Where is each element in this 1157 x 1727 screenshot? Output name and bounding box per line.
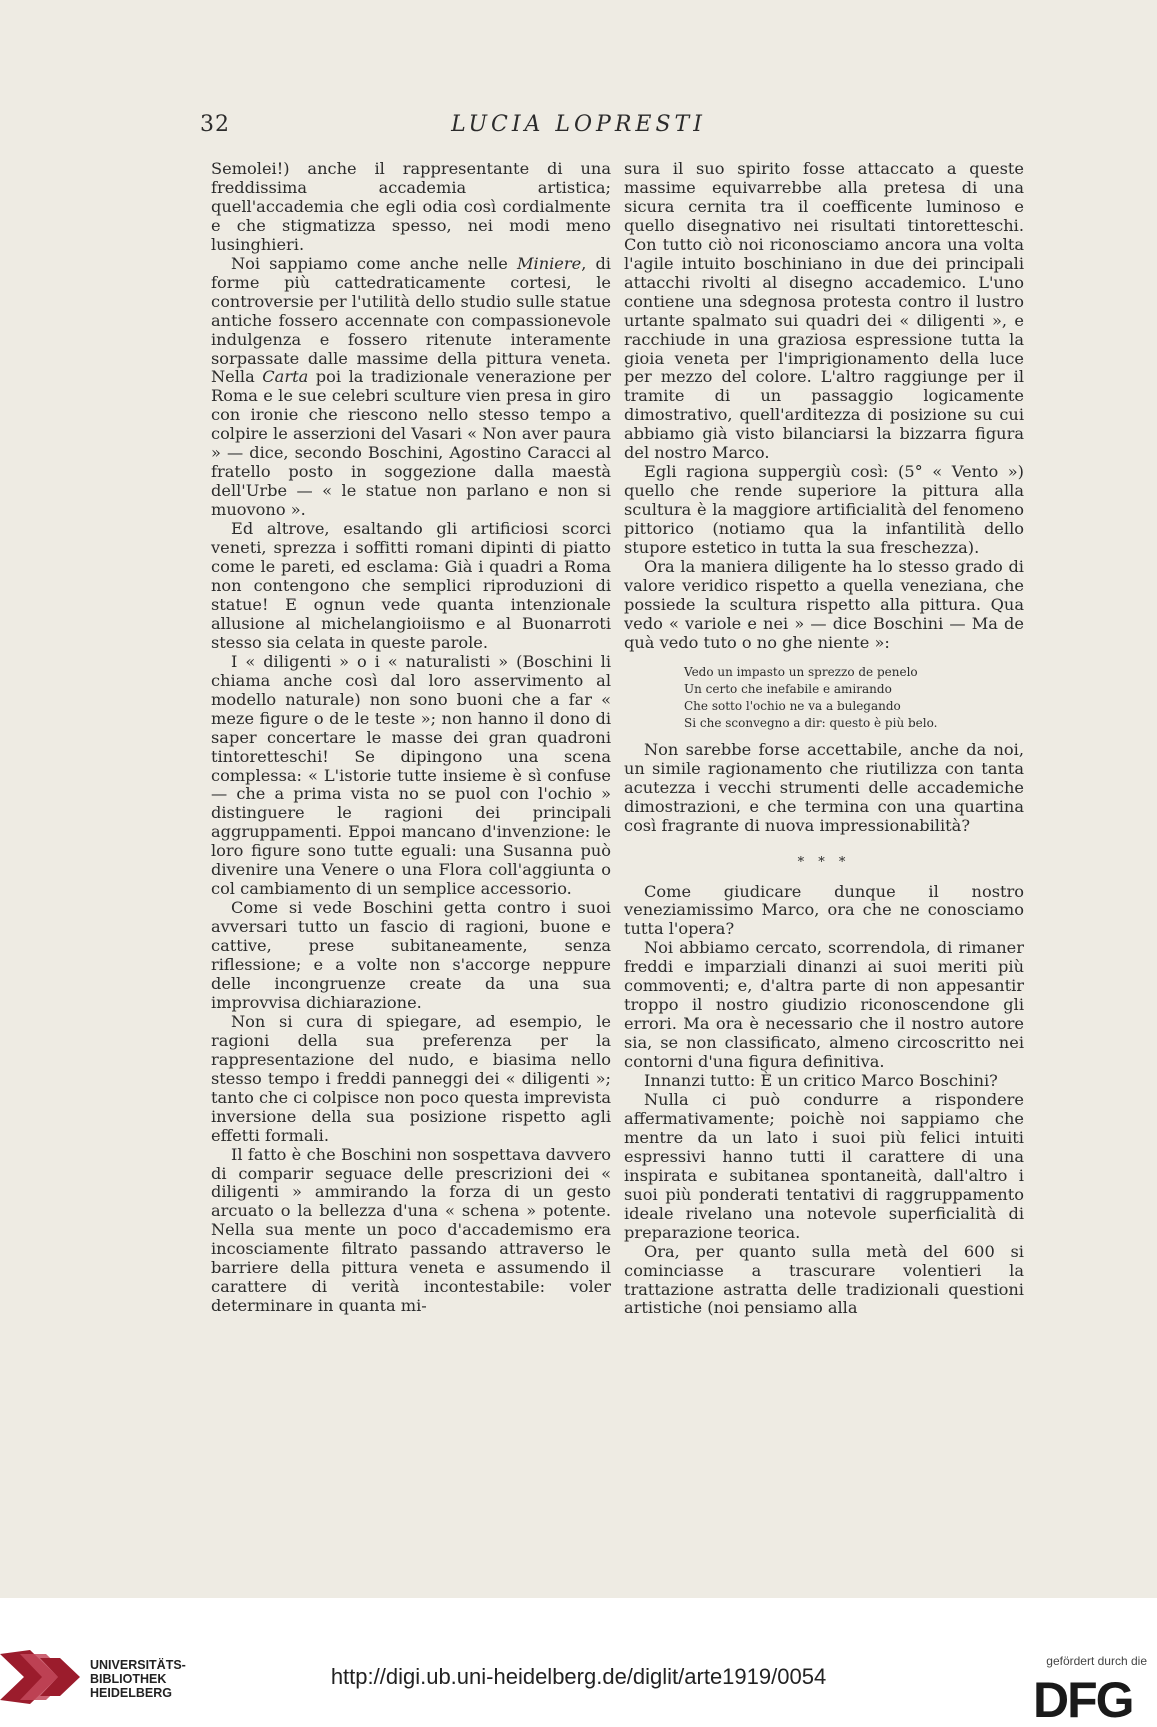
digitization-footer [0, 1598, 1157, 1727]
paragraph: Nulla ci può condurre a rispondere affermativamente; poichè noi sappiamo che mentre da un lato i suoi più felici intuiti espressivi hanno tutti il carattere di una inspirata e subitanea spontaneità, dall'altro i suoi più ponderati tentativi di raggruppamento ideale rivelano una notevole superficialità di preparazione teorica. [624, 1089, 1024, 1242]
sponsor-caption: gefördert durch die [1046, 1654, 1147, 1668]
paragraph: Come giudicare dunque il nostro veneziamissimo Marco, ora che ne conosciamo tutta l'opera? [624, 881, 1024, 939]
text-column-right [624, 160, 1024, 1318]
verse-line: Che sotto l'ochio ne va a bulegando [684, 698, 901, 713]
text-column-left [211, 160, 611, 1316]
paragraph: Semolei!) anche il rappresentante di una freddissima accademia artistica; quell'accademia che egli odia così cordialmente e che stigmatizza spesso, nei modi meno lusinghieri. [211, 159, 611, 254]
page-number: 32 [200, 112, 230, 137]
document-url[interactable]: http://digi.ub.uni-heidelberg.de/diglit/arte1919/0054 [330, 1664, 827, 1689]
running-head: LUCIA LOPRESTI [451, 112, 706, 137]
paragraph: Ora, per quanto sulla metà del 600 si cominciasse a trascurare volentieri la trattazione astratta delle tradizionali questioni artistiche (noi pensiamo alla [624, 1241, 1024, 1318]
paragraph: sura il suo spirito fosse attaccato a queste massime equivarrebbe alla pretesa di una sicura cernita tra il coefficente luminoso e quello disegnativo nei risultati tintoretteschi. Con tutto ciò noi riconosciamo ancora una volta l'agile intuito boschiniano in due dei principali attacchi rivolti al disegno accademico. L'uno contiene una sdegnosa protesta contro il lustro urtante spalmato sui quadri dei « diligenti », e racchiude in una graziosa espressione tutta la gioia veneta per l'imprigionamento della luce per mezzo del colore. L'altro raggiunge per il tramite di un passaggio logicamente dimostrativo, quell'arditezza di posizione su cui abbiamo già visto bilanciarsi la bizzarra figura del nostro Marco. [624, 159, 1024, 463]
verse-line: Vedo un impasto un sprezzo de penelo [684, 664, 918, 679]
verse-line: Si che sconvegno a dir: questo è più belo. [684, 715, 938, 730]
dfg-logo-icon [1031, 1675, 1141, 1720]
paragraph: Ed altrove, esaltando gli artificiosi scorci veneti, sprezza i soffitti romani dipinti di piatto come le pareti, ed esclama: Già i quadri a Roma non contengono che semplici riproduzioni di statue! E ognun vede quanta intenzionale allusione al michelangioiismo e al Buonarroti stesso sia celata in queste parole. [211, 519, 611, 652]
paragraph: I « diligenti » o i « naturalisti » (Boschini li chiama anche così dal loro asservimento al modello naturale) non sono buoni che a far « meze figure o de le teste »; non hanno il dono di saper concertare le masse dei gran quadroni tintoretteschi! Se dipingono una scena complessa: « L'istorie tutte insieme è sì confuse — che a prima vista no se puol con l'ochio » distinguere le ragioni dei principali aggruppamenti. Eppoi mancano d'invenzione: le loro figure sono tutte eguali: una Susanna può divenire una Venere o una Flora coll'aggiunta o col cambiamento di un semplice accessorio. [211, 651, 611, 899]
paragraph: Noi sappiamo come anche nelle Miniere, di forme più cattedraticamente cortesi, le controversie per l'utilità dello studio sulle statue antiche fossero accennate con compassionevole indulgenza e fossero ritenute interamente sorpassate dalle massime della pittura veneta. Nella Carta poi la tradizionale venerazione per Roma e le sue celebri sculture vien presa in giro con ironie che riescono nello stesso tempo a colpire le asserzioni del Vasari « Non aver paura » — dice, secondo Boschini, Agostino Caracci al fratello posto in soggezione dalla maestà dell'Urbe — « le statue non parlano e non si muovono ». [211, 253, 611, 520]
paragraph: Non sarebbe forse accettabile, anche da noi, un simile ragionamento che riutilizza con tanta acutezza i vecchi strumenti delle accademiche dimostrazioni, e che termina con una quartina così fragrante di nuova impressionabilità? [624, 739, 1024, 835]
paragraph: Egli ragiona suppergiù così: (5° « Vento ») quello che rende superiore la pittura alla scultura è la maggiore artificialità del fenomeno pittorico (notiamo qua la infantilità dello stupore estetico in tutta la sua freschezza). [624, 462, 1024, 558]
paragraph: Il fatto è che Boschini non sospettava davvero di comparir seguace delle prescrizioni dei « diligenti » ammirando la forza di un gesto arcuato o la bellezza d'una « schena » potente. Nella sua mente un poco d'accademismo era incosciamente filtrato passando attraverso le barriere della pittura veneta e assumendo il carattere di verità incontestabile: voler determinare in quanta mi- [211, 1144, 611, 1316]
verse-line: Un certo che inefabile e amirando [684, 681, 892, 696]
paragraph: Noi abbiamo cercato, scorrendola, di rimaner freddi e imparziali dinanzi ai suoi meriti più commoventi; e, d'altra parte di non appesantir troppo il nostro giudizio riconoscendone gli errori. Ma ora è necessario che il nostro autore sia, se non classificato, almeno circoscritto nei contorni d'una figura definitiva. [624, 938, 1024, 1072]
section-break: * * * [797, 854, 851, 870]
paragraph: Innanzi tutto: È un critico Marco Boschini? [644, 1071, 998, 1091]
svg-text:DFG: DFG [1033, 1675, 1133, 1720]
paragraph: Ora la maniera diligente ha lo stesso grado di valore veridico rispetto a quella veneziana, che possiede la scultura rispetto alla pittura. Qua vedo « variole e nei » — dice Boschini — Ma de quà vedo tuto o no ghe niente »: [624, 557, 1024, 652]
paragraph: Non si cura di spiegare, ad esempio, le ragioni della sua preferenza per la rappresentazione del nudo, e biasima nello stesso tempo i freddi panneggi dei « diligenti »; tanto che ci colpisce non poco questa imprevista inversione della sua posizione rispetto agli effetti formali. [211, 1011, 611, 1145]
paragraph: Come si vede Boschini getta contro i suoi avversari tutto un fascio di ragioni, buone e cattive, prese subitaneamente, senza riflessione; e a volte non s'accorge neppure delle incongruenze create da una sua improvvisa dichiarazione. [211, 898, 611, 1012]
library-name: UNIVERSITÄTS- BIBLIOTHEK HEIDELBERG [90, 1658, 186, 1700]
verse-quatrain [684, 664, 1024, 732]
